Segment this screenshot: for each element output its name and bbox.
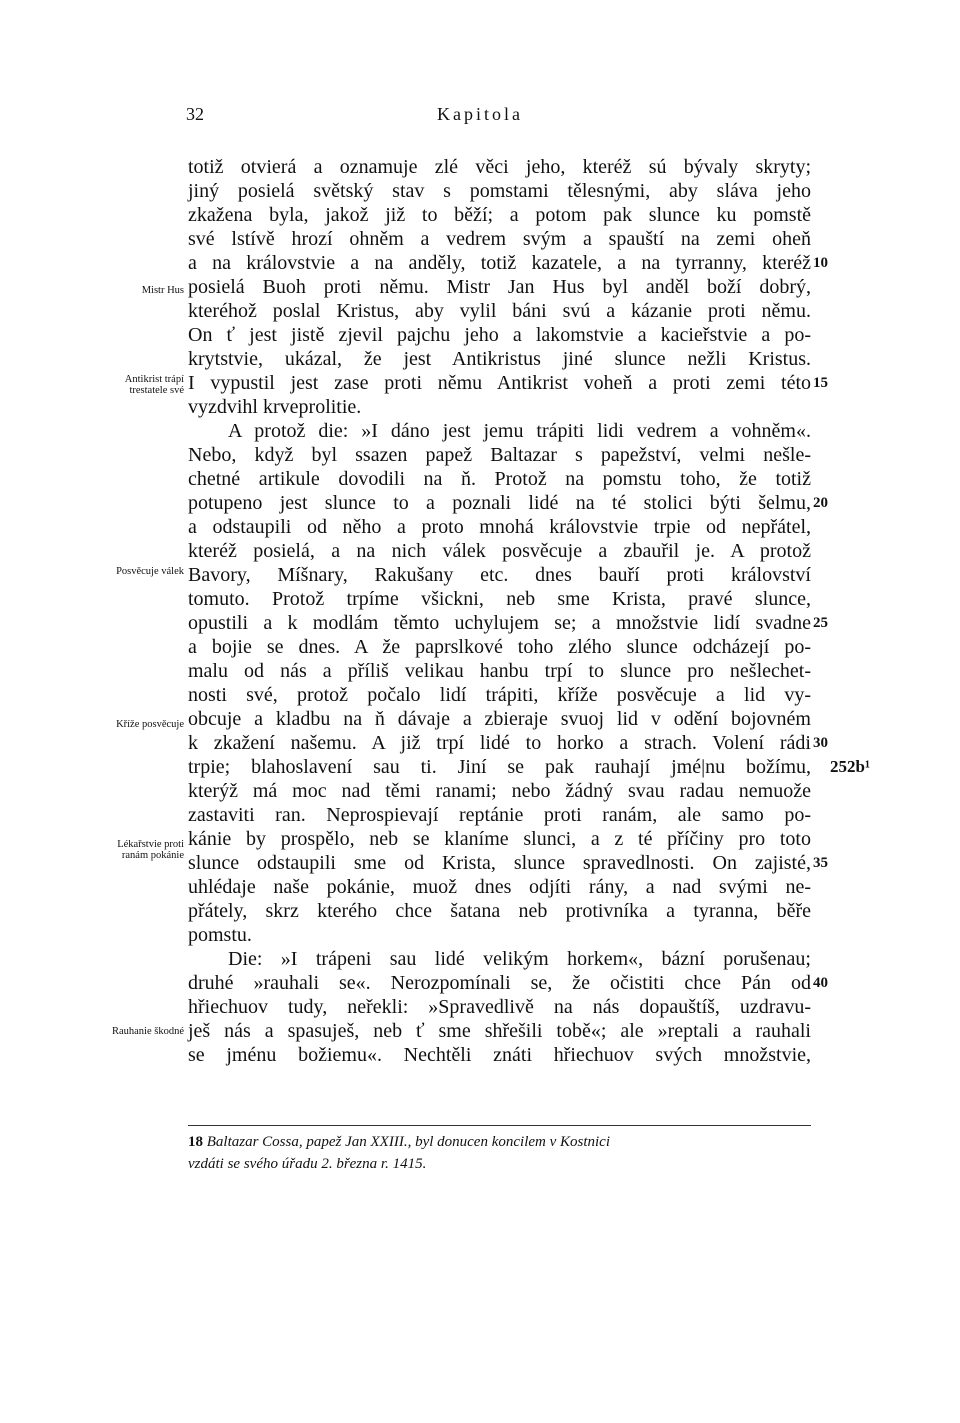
line-number: 15 — [813, 375, 828, 391]
text-line: své lstívě hrozí ohněm a vedrem svým a spauští na zemi oheň — [188, 228, 811, 250]
margin-note-line: Antikrist trápí — [124, 374, 184, 385]
margin-note-line: Rauhanie škodné — [111, 1026, 184, 1037]
folio-mark: 252b¹ — [830, 757, 871, 776]
text-line: a bojie se dnes. A že paprslkové toho zlého slunce odcházejí po- — [188, 636, 811, 658]
footnote-rule — [188, 1125, 811, 1126]
text-line: přátely, skrz kterého chce šatana neb protivníka a tyranna, běře — [188, 900, 811, 922]
text-line: slunce odstaupili sme od Krista, slunce spravedlnosti. On zajisté, — [188, 852, 811, 874]
text-line: tomuto. Protož trpíme všickni, neb sme Krista, pravé slunce, — [188, 588, 811, 610]
margin-note-line: ranám pokánie — [121, 850, 184, 861]
margin-note — [74, 374, 184, 396]
text-line: Die: »I trápeni sau lidé velikým horkem«, bázní porušenau; — [228, 948, 811, 970]
text-line: Nebo, když byl ssazen papež Baltazar s papežství, velmi nešle- — [188, 444, 811, 466]
page-number: 32 — [186, 104, 204, 124]
text-line: kánie by prospělo, neb se klaníme slunci, a z té příčiny pro toto — [188, 828, 811, 850]
text-line: uhlédaje naše pokánie, muož dnes odjíti rány, a nad svými ne- — [188, 876, 811, 898]
text-line: zastaviti ran. Neprospievají reptánie proti ranám, ale samo po- — [188, 804, 811, 826]
text-line: Bavory, Míšnary, Rakušany etc. dnes bauří proti království — [188, 564, 811, 586]
margin-note-line: trestatele své — [129, 385, 184, 396]
text-line: ješ nás a spasuješ, neb ť sme shřešili tobě«; ale »reptali a rauhali — [188, 1020, 811, 1042]
margin-note-line: Posvěcuje válek — [116, 566, 184, 577]
text-line: A protož die: »I dáno jest jemu trápiti lidi vedrem a vohněm«. — [228, 420, 811, 442]
margin-note — [74, 285, 184, 296]
text-line: opustili a k modlám těmto uchylujem se; a množstvie lidí svadne — [188, 612, 811, 634]
text-line: malu od nás a příliš velikau hanbu trpí to slunce pro nešlechet- — [188, 660, 811, 682]
text-line: zkažena byla, jakož již to běží; a potom pak slunce ku pomstě — [188, 204, 811, 226]
margin-note-line: Lékařstvie proti — [117, 839, 184, 850]
running-head: Kapitola — [437, 104, 523, 124]
text-line: pomstu. — [188, 924, 252, 946]
text-line: kteréž posielá, a na nich válek posvěcuje a zbauřil je. A protož — [188, 540, 811, 562]
margin-note — [74, 719, 184, 730]
text-line: vyzdvihl krveprolitie. — [188, 396, 362, 418]
text-line: hřiechuov tudy, neřekli: »Spravedlivě na nás dopauštíš, uzdravu- — [188, 996, 811, 1018]
line-number: 35 — [813, 855, 828, 871]
margin-note — [74, 1026, 184, 1037]
text-line: potupeno jest slunce to a poznali lidé na té stolici býti šelmu, — [188, 492, 811, 514]
margin-note — [74, 566, 184, 577]
footnote-text: Baltazar Cossa, papež Jan XXIII., byl donucen koncilem v Kostnici — [206, 1134, 611, 1150]
footnote-continuation: vzdáti se svého úřadu 2. března r. 1415. — [188, 1156, 427, 1172]
text-line: kterýž má moc nad těmi ranami; nebo žádný svau radau nemuože — [188, 780, 811, 802]
text-line: trpie; blahoslavení sau ti. Jiní se pak rauhají jmé|nu božímu, — [188, 756, 811, 778]
line-number: 40 — [813, 975, 828, 991]
text-line: a na královstvie a na anděly, totiž kazatele, a na tyrranny, kteréž — [188, 252, 811, 274]
line-number: 30 — [813, 735, 828, 751]
text-line: druhé »rauhali se«. Nerozpomínali se, že očistiti chce Pán od — [188, 972, 811, 994]
text-line: obcuje a kladbu na ň dávaje a zbieraje svuoj lid v odění bojovném — [188, 708, 811, 730]
text-line: chetné artikule dovodili na ň. Protož na pomstu toho, že totiž — [188, 468, 811, 490]
line-number: 25 — [813, 615, 828, 631]
line-number: 10 — [813, 255, 828, 271]
footnote — [188, 1131, 808, 1153]
margin-note-line: Mistr Hus — [141, 285, 184, 296]
line-number: 20 — [813, 495, 828, 511]
text-line: se jménu božiemu«. Nechtěli znáti hřiechuov svých množstvie, — [188, 1044, 811, 1066]
text-line: kteréhož poslal Kristus, aby vylil báni svú a kázanie proti němu. — [188, 300, 811, 322]
footnote-number: 18 — [188, 1134, 203, 1150]
text-line: jiný posielá světský stav s pomstami tělesnými, aby sláva jeho — [188, 180, 811, 202]
margin-note — [74, 839, 184, 861]
text-line: posielá Buoh proti němu. Mistr Jan Hus byl anděl boží dobrý, — [188, 276, 811, 298]
text-line: I vypustil jest zase proti němu Antikrist voheň a proti zemi této — [188, 372, 811, 394]
text-line: On ť jest jistě zjevil pajchu jeho a lakomstvie a kacieřstvie a po- — [188, 324, 811, 346]
text-line: nosti své, protož počalo lidí trápiti, kříže posvěcuje a lid vy- — [188, 684, 811, 706]
margin-note-line: Kříže posvěcuje — [116, 719, 184, 730]
text-line: totiž otvierá a oznamuje zlé věci jeho, kteréž sú bývaly skryty; — [188, 156, 811, 178]
text-line: k zkažení našemu. A již trpí lidé to horko a strach. Volení rádi — [188, 732, 811, 754]
text-line: a odstaupili od něho a proto mnohá královstvie trpie od nepřátel, — [188, 516, 811, 538]
text-line: krytstvie, ukázal, že jest Antikristus jiné slunce nežli Kristus. — [188, 348, 811, 370]
